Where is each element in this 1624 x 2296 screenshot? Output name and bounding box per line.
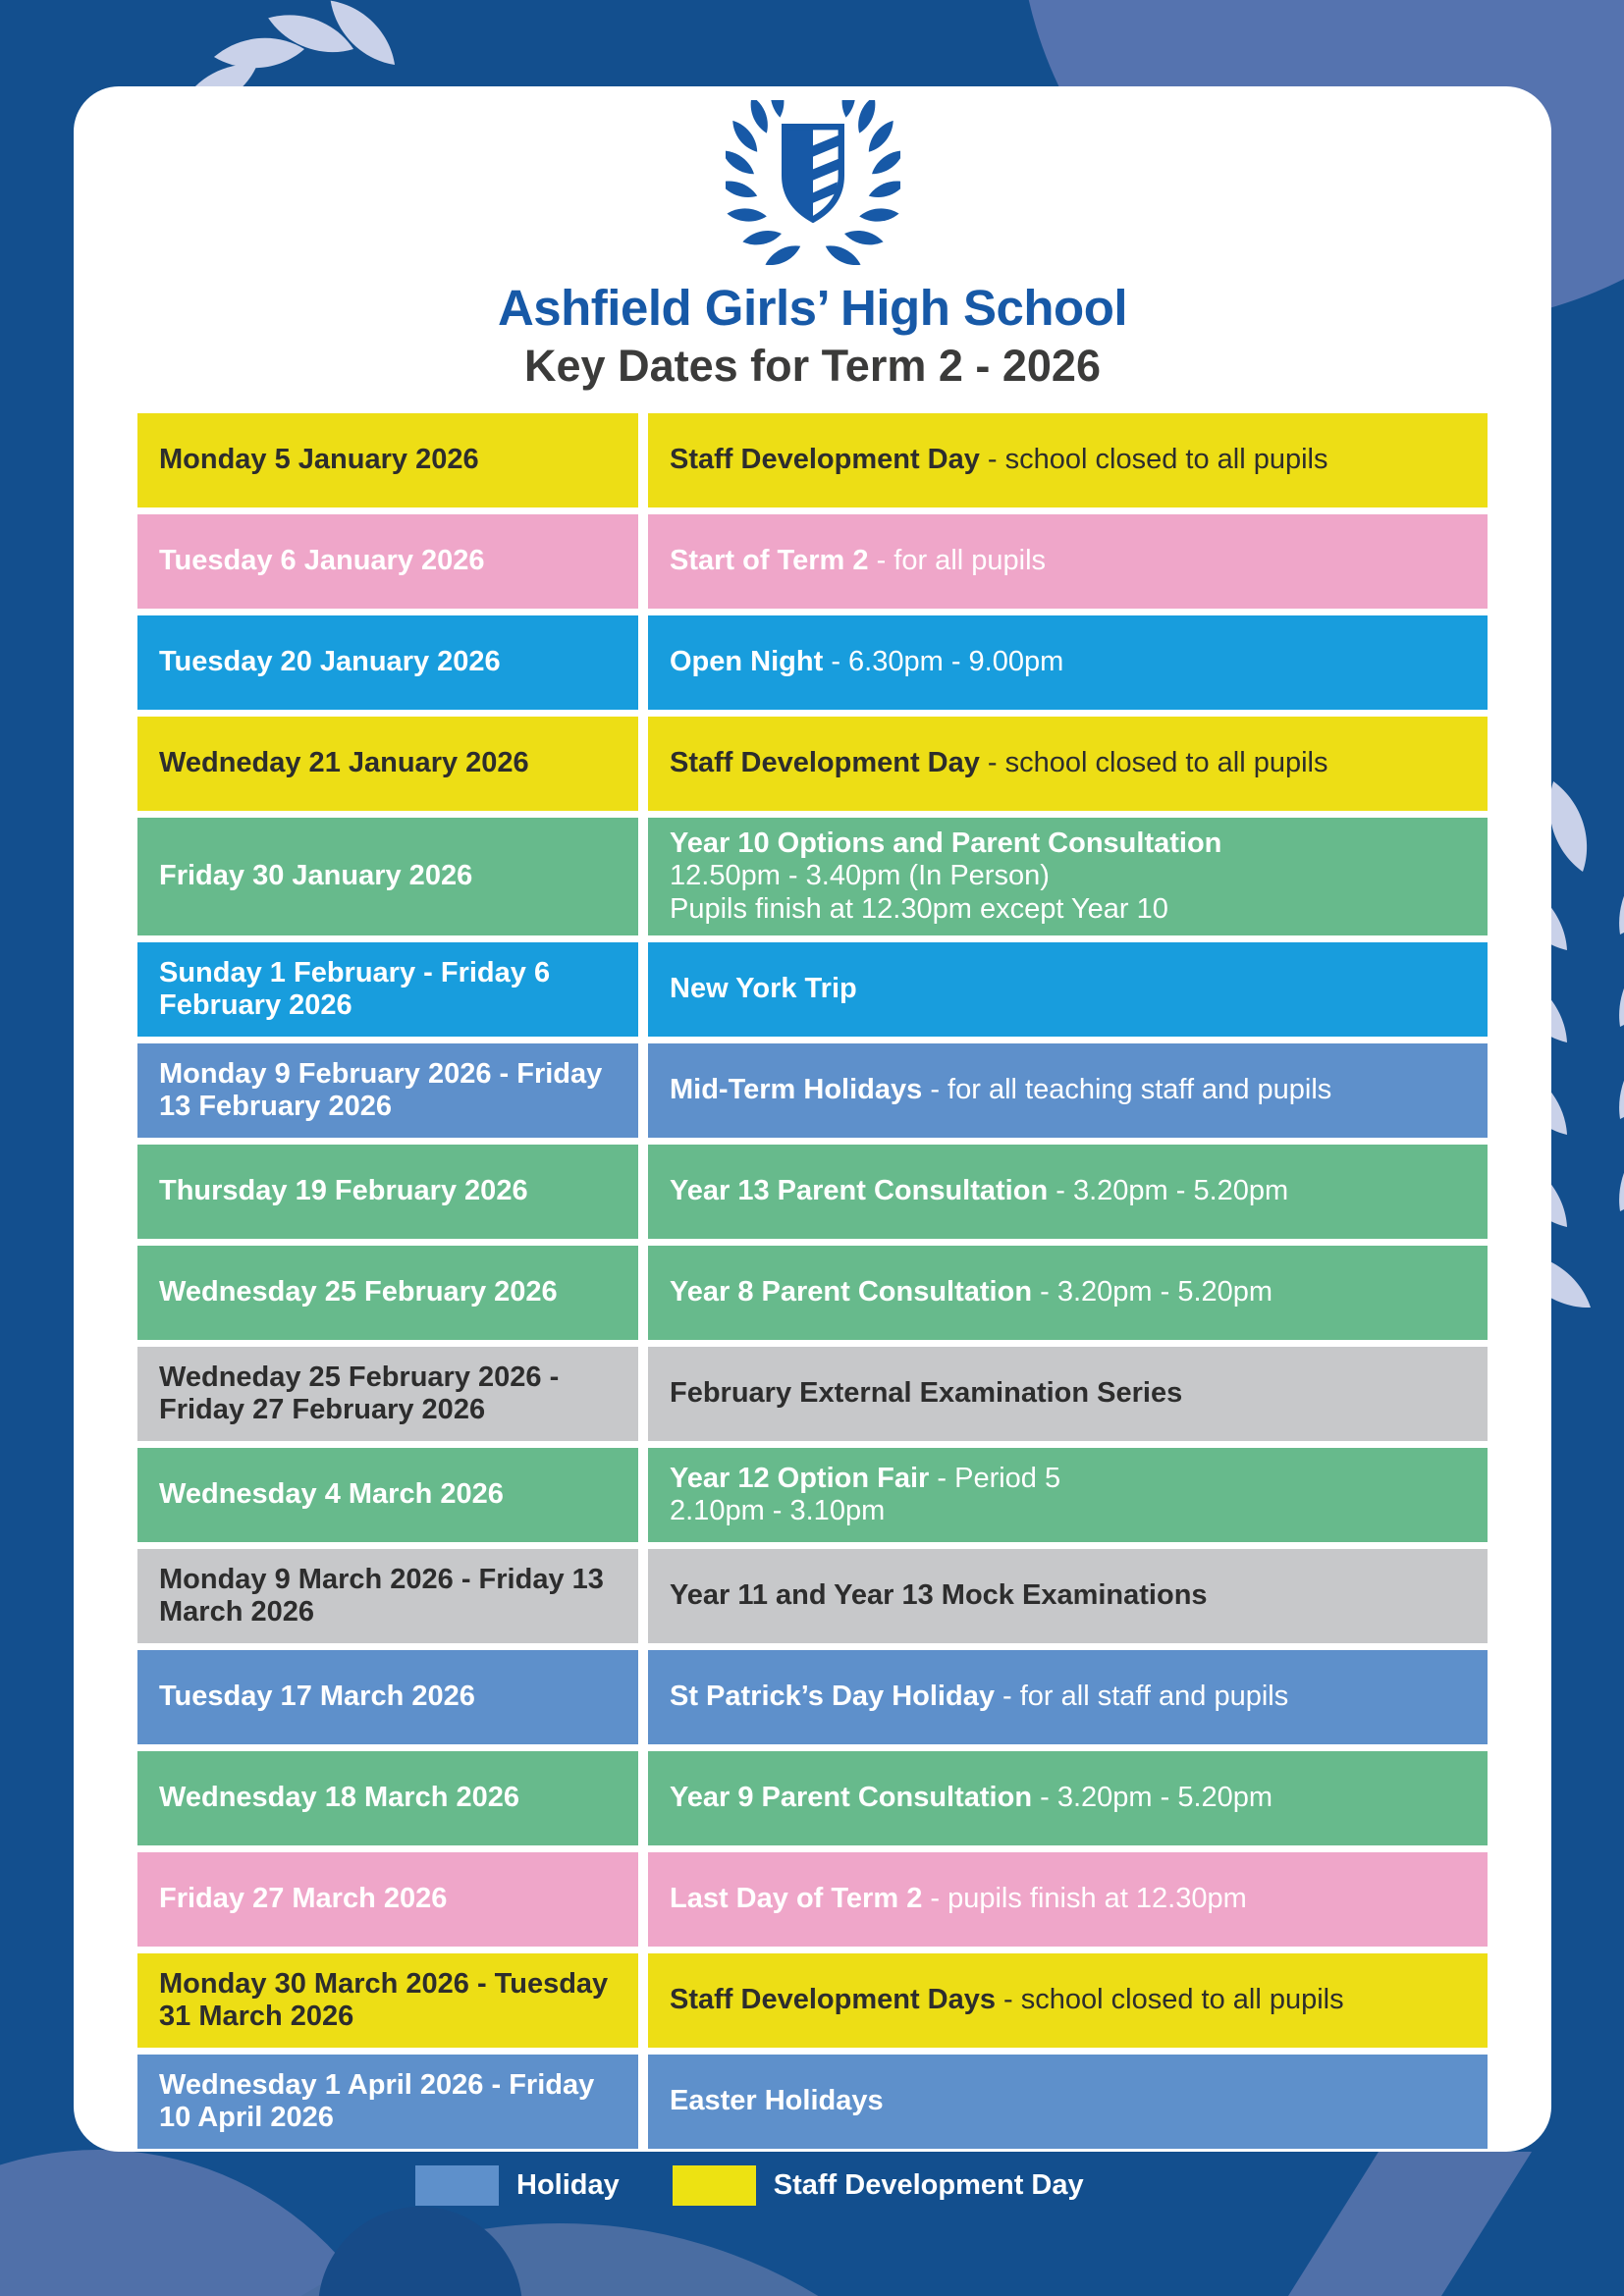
table-row bbox=[137, 615, 1488, 710]
event-title-line: Open Night - 6.30pm - 9.00pm bbox=[670, 646, 1064, 678]
event-title-line: February External Examination Series bbox=[670, 1377, 1183, 1410]
table-row bbox=[137, 2055, 1488, 2149]
event-date: Wedneday 25 February 2026 - Friday 27 February 2026 bbox=[137, 1347, 638, 1441]
event-date: Friday 30 January 2026 bbox=[137, 818, 638, 935]
event-extra-line: Pupils finish at 12.30pm except Year 10 bbox=[670, 892, 1168, 925]
event-title-line: Start of Term 2 - for all pupils bbox=[670, 545, 1047, 577]
event-details bbox=[648, 942, 1488, 1037]
table-row bbox=[137, 1145, 1488, 1239]
table-row bbox=[137, 818, 1488, 935]
table-row bbox=[137, 1751, 1488, 1845]
event-date: Monday 5 January 2026 bbox=[137, 413, 638, 507]
event-date: Sunday 1 February - Friday 6 February 2026 bbox=[137, 942, 638, 1037]
event-date: Wednesday 25 February 2026 bbox=[137, 1246, 638, 1340]
event-date: Monday 30 March 2026 - Tuesday 31 March 2026 bbox=[137, 1953, 638, 2048]
event-title-line: Year 9 Parent Consultation - 3.20pm - 5.20pm bbox=[670, 1782, 1273, 1814]
event-title-line: Year 11 and Year 13 Mock Examinations bbox=[670, 1579, 1208, 1612]
event-details bbox=[648, 1448, 1488, 1542]
event-title-line: New York Trip bbox=[670, 973, 857, 1005]
legend bbox=[415, 2165, 1084, 2206]
table-row bbox=[137, 717, 1488, 811]
event-date: Tuesday 17 March 2026 bbox=[137, 1650, 638, 1744]
event-details bbox=[648, 1549, 1488, 1643]
content-card bbox=[74, 86, 1551, 2152]
page-title: Ashfield Girls’ High School bbox=[497, 280, 1128, 336]
event-date: Wedneday 21 January 2026 bbox=[137, 717, 638, 811]
shield-icon bbox=[785, 127, 841, 219]
event-title-line: Year 13 Parent Consultation - 3.20pm - 5.20pm bbox=[670, 1175, 1289, 1207]
table-row bbox=[137, 942, 1488, 1037]
school-crest-logo bbox=[726, 100, 900, 265]
event-details bbox=[648, 1043, 1488, 1138]
event-title-line: Year 8 Parent Consultation - 3.20pm - 5.20pm bbox=[670, 1276, 1273, 1308]
event-details bbox=[648, 1145, 1488, 1239]
event-title-line: Year 10 Options and Parent Consultation bbox=[670, 828, 1222, 859]
event-date: Thursday 19 February 2026 bbox=[137, 1145, 638, 1239]
event-details bbox=[648, 717, 1488, 811]
event-title-line: Year 12 Option Fair - Period 5 bbox=[670, 1462, 1061, 1494]
table-row bbox=[137, 1448, 1488, 1542]
event-details bbox=[648, 1852, 1488, 1947]
page-subtitle: Key Dates for Term 2 - 2026 bbox=[524, 341, 1101, 391]
holiday-legend-label: Holiday bbox=[516, 2169, 620, 2201]
event-title-line: Staff Development Day - school closed to all pupils bbox=[670, 747, 1328, 779]
table-row bbox=[137, 1549, 1488, 1643]
event-date: Tuesday 6 January 2026 bbox=[137, 514, 638, 609]
event-details bbox=[648, 818, 1488, 935]
event-details bbox=[648, 1953, 1488, 2048]
holiday-color-swatch bbox=[415, 2165, 499, 2206]
event-details bbox=[648, 1246, 1488, 1340]
event-title-line: Easter Holidays bbox=[670, 2085, 884, 2117]
event-date: Wednesday 18 March 2026 bbox=[137, 1751, 638, 1845]
event-details bbox=[648, 1650, 1488, 1744]
event-details bbox=[648, 1347, 1488, 1441]
staff-development-legend-label: Staff Development Day bbox=[773, 2169, 1084, 2201]
table-row bbox=[137, 514, 1488, 609]
event-title-line: Staff Development Days - school closed to all pupils bbox=[670, 1984, 1344, 2016]
event-details bbox=[648, 1751, 1488, 1845]
table-row bbox=[137, 413, 1488, 507]
table-row bbox=[137, 1852, 1488, 1947]
event-details bbox=[648, 514, 1488, 609]
event-details bbox=[648, 2055, 1488, 2149]
table-row bbox=[137, 1650, 1488, 1744]
event-extra-line: 2.10pm - 3.10pm bbox=[670, 1495, 886, 1527]
table-row bbox=[137, 1347, 1488, 1441]
table-row bbox=[137, 1043, 1488, 1138]
key-dates-table bbox=[137, 413, 1488, 2149]
event-title-line: St Patrick’s Day Holiday - for all staff and pupils bbox=[670, 1681, 1289, 1713]
event-date: Monday 9 March 2026 - Friday 13 March 2026 bbox=[137, 1549, 638, 1643]
event-details bbox=[648, 413, 1488, 507]
event-date: Tuesday 20 January 2026 bbox=[137, 615, 638, 710]
event-details bbox=[648, 615, 1488, 710]
event-date: Wednesday 1 April 2026 - Friday 10 April 2026 bbox=[137, 2055, 638, 2149]
table-row bbox=[137, 1246, 1488, 1340]
staff-development-color-swatch bbox=[673, 2165, 756, 2206]
event-date: Friday 27 March 2026 bbox=[137, 1852, 638, 1947]
event-title-line: Mid-Term Holidays - for all teaching staff and pupils bbox=[670, 1074, 1332, 1106]
event-title-line: Last Day of Term 2 - pupils finish at 12.30pm bbox=[670, 1883, 1247, 1915]
event-extra-line: 12.50pm - 3.40pm (In Person) bbox=[670, 860, 1050, 892]
event-title-line: Staff Development Day - school closed to all pupils bbox=[670, 444, 1328, 476]
event-date: Wednesday 4 March 2026 bbox=[137, 1448, 638, 1542]
event-date: Monday 9 February 2026 - Friday 13 February 2026 bbox=[137, 1043, 638, 1138]
table-row bbox=[137, 1953, 1488, 2048]
